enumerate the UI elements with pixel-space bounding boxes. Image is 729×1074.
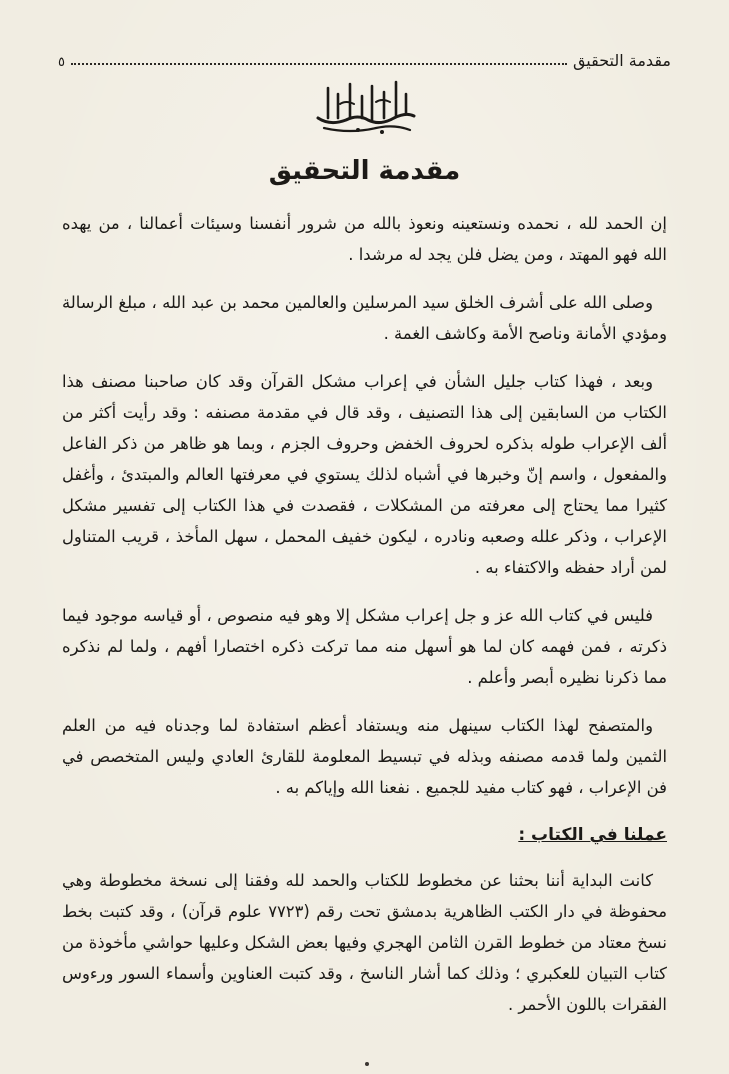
paragraph-quote-end: فليس في كتاب الله عز و جل إعراب مشكل إلا وهو فيه منصوص ، أو قياسه موجود فيما ذكرته ، فمن فهمه كان لما هو أسهل منه مما تركت ذكره اختصارا أفهم ، ولما لم نذكره مما ذكرنا نظيره أبصر وأعلم . xyxy=(62,606,667,687)
paragraph-salawat: وصلى الله على أشرف الخلق سيد المرسلين والعالمين محمد بن عبد الله ، مبلغ الرسالة ومؤدي الأمانة وناصح الأمة وكاشف الغمة . xyxy=(62,293,667,343)
basmala-calligraphy xyxy=(0,74,729,136)
section-subheading: عملنا في الكتاب : xyxy=(518,825,667,845)
page-number: ٥ xyxy=(58,55,65,70)
running-head-dotted-rule xyxy=(71,63,567,65)
paragraph-opening: إن الحمد لله ، نحمده ونستعينه ونعوذ بالله من شرور أنفسنا وسيئات أعمالنا ، من يهده الله فهو المهتد ، ومن يضل فلن يجد له مرشدا . xyxy=(62,214,667,264)
page-heading: مقدمة التحقيق xyxy=(268,156,461,186)
paragraph-our-work: كانت البداية أننا بحثنا عن مخطوط للكتاب والحمد لله وفقنا إلى نسخة مخطوطة وهي محفوظة في دار الكتب الظاهرية بدمشق تحت رقم (٧٧٢٣ علوم قرآن) ، وقد كتبت بخط نسخ معتاد من خطوط القرن الثامن الهجري وفيها بعض الشكل وعليها حواشي مأخوذة من كتاب التبيان للعكبري ؛ وذلك كما أشار الناسخ ، وقد كتبت العناوين وأسماء السور ورءوس الفقرات باللون الأحمر . xyxy=(62,871,667,1014)
body-text xyxy=(62,208,667,1037)
page-bottom-dot xyxy=(365,1062,369,1066)
running-header xyxy=(58,46,671,70)
running-head-title: مقدمة التحقيق xyxy=(572,51,671,70)
basmala-calligraphy-icon xyxy=(310,74,420,136)
paragraph-book-value: والمتصفح لهذا الكتاب سينهل منه ويستفاد أعظم استفادة لما وجدناه فيه من العلم الثمين ولما قدمه مصنفه وبذله في تبسيط المعلومة للقارئ العادي وليس المتخصص في فن الإعراب ، فهو كتاب مفيد للجميع . نفعنا الله وإياكم به . xyxy=(62,716,667,797)
paragraph-book-intro: وبعد ، فهذا كتاب جليل الشأن في إعراب مشكل القرآن وقد كان صاحبنا مصنف هذا الكتاب من السابقين إلى هذا التصنيف ، وقد قال في مقدمة مصنفه : وقد رأيت أكثر من ألف الإعراب طوله بذكره لحروف الخفض وحروف الجزم ، وبما هو ظاهر من ذكر الفاعل والمفعول ، واسم إنّ وخبرها في أشباه لذلك يستوي في معرفتها العالم والمبتدئ ، وأغفل كثيرا مما يحتاج إلى معرفته من المشكلات ، فقصدت في هذا الكتاب إلى تفسير مشكل الإعراب ، وذكر علله وصعبه ونادره ، ليكون خفيف المحمل ، سهل المأخذ ، قريب المتناول لمن أراد حفظه والاكتفاء به . xyxy=(62,372,667,577)
